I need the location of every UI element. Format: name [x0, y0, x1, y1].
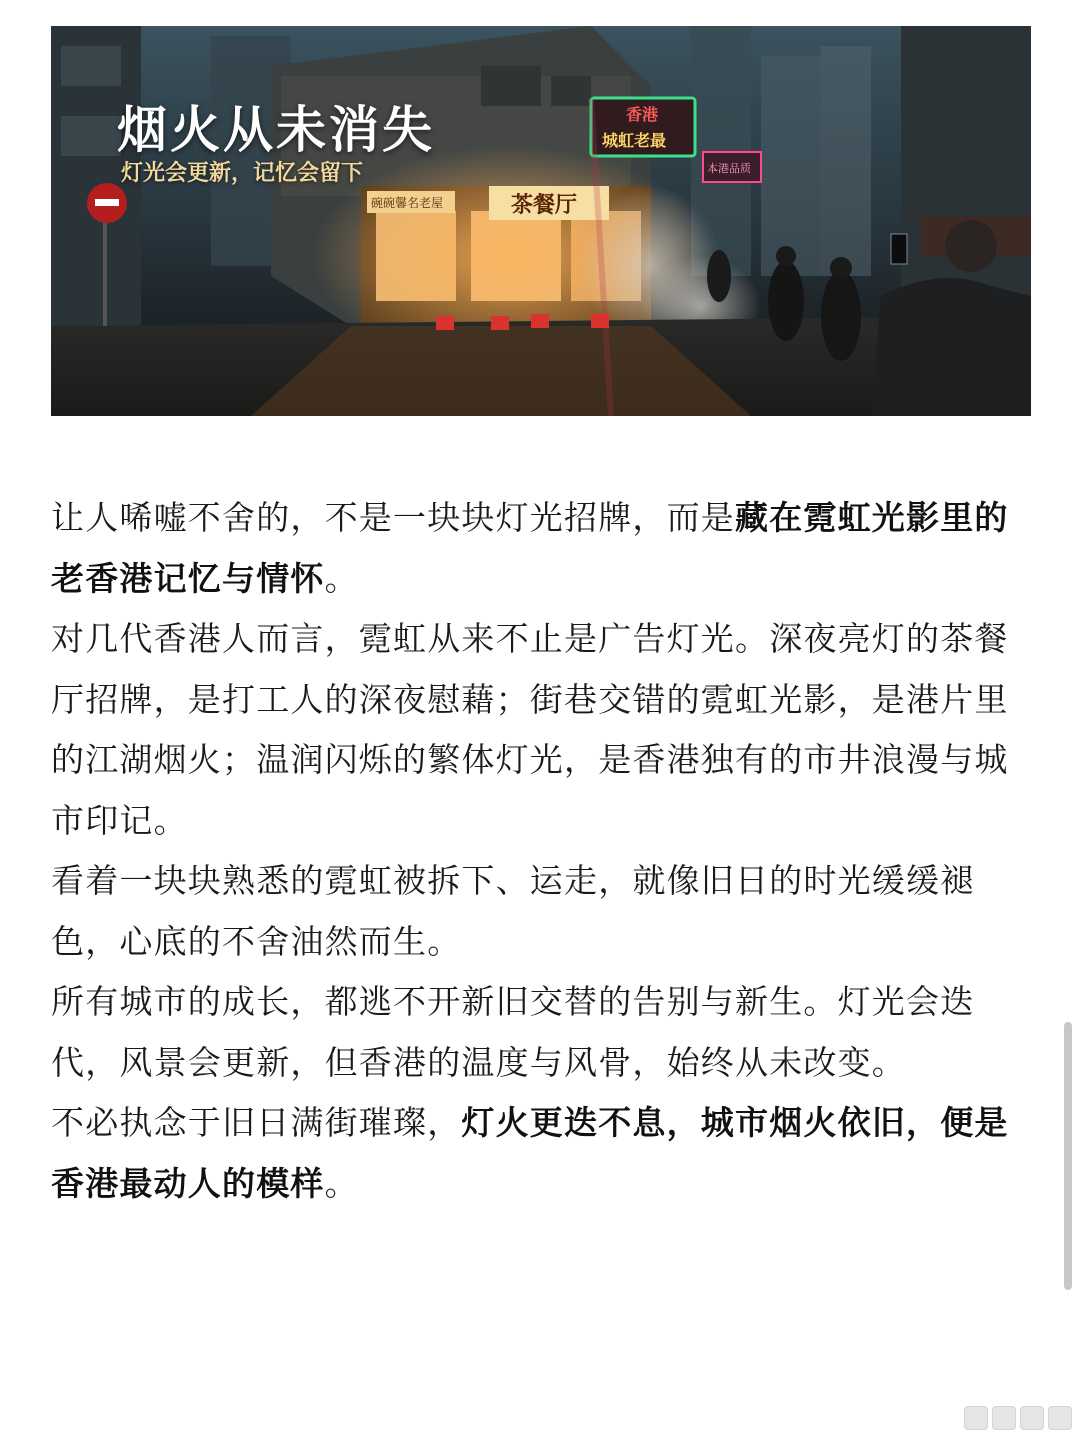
paragraph-3: 看着一块块熟悉的霓虹被拆下、运走，就像旧日的时光缓缓褪色，心底的不舍油然而生。: [51, 861, 975, 961]
p5-bold: 灯火更迭不息，城市烟火依旧，便是香港最动人的模样: [51, 1103, 1009, 1203]
watermark: [964, 1406, 1072, 1430]
p1-end: 。: [324, 558, 359, 598]
street-scene-illustration: [51, 26, 1031, 416]
paragraph-4: 所有城市的成长，都逃不开新旧交替的告别与新生。灯光会迭代，风景会更新，但香港的温度与风骨，始终从未改变。: [51, 982, 975, 1082]
p5-text: 不必执念于旧日满街璀璨，: [51, 1103, 462, 1142]
sign-left: 碗碗馨名老屋: [371, 196, 444, 210]
hero-subtitle: 灯光会更新，记忆会留下: [121, 161, 364, 186]
hero-title: 烟火从未消失: [117, 101, 435, 159]
watermark-glyph-icon: [964, 1406, 988, 1430]
p1-bold: 藏在霓虹光影里的老香港记忆与情怀: [51, 498, 1009, 598]
paragraph-5: [51, 1093, 1036, 1214]
scrollbar[interactable]: [1064, 1022, 1072, 1290]
paragraph-1: [51, 488, 1036, 609]
watermark-glyph-icon: [1020, 1406, 1044, 1430]
article-body: [51, 488, 1036, 1214]
watermark-glyph-icon: [992, 1406, 1016, 1430]
hero-image: [51, 26, 1031, 416]
sign-hk-line2: 城虹老最: [602, 131, 667, 150]
paragraph-2: 对几代香港人而言，霓虹从来不止是广告灯光。深夜亮灯的茶餐厅招牌，是打工人的深夜慰藉；街巷交错的霓虹光影，是港片里的江湖烟火；温润闪烁的繁体灯光，是香港独有的市井浪漫与城市印记。: [51, 619, 1009, 840]
sign-cafe: 茶餐厅: [511, 193, 578, 218]
p5-end: 。: [324, 1163, 359, 1203]
watermark-glyph-icon: [1048, 1406, 1072, 1430]
sign-hk-line1: 香港: [626, 105, 659, 124]
sign-small: 本港品质: [707, 162, 751, 175]
p1-text: 让人唏嘘不舍的，不是一块块灯光招牌，而是: [51, 498, 735, 537]
